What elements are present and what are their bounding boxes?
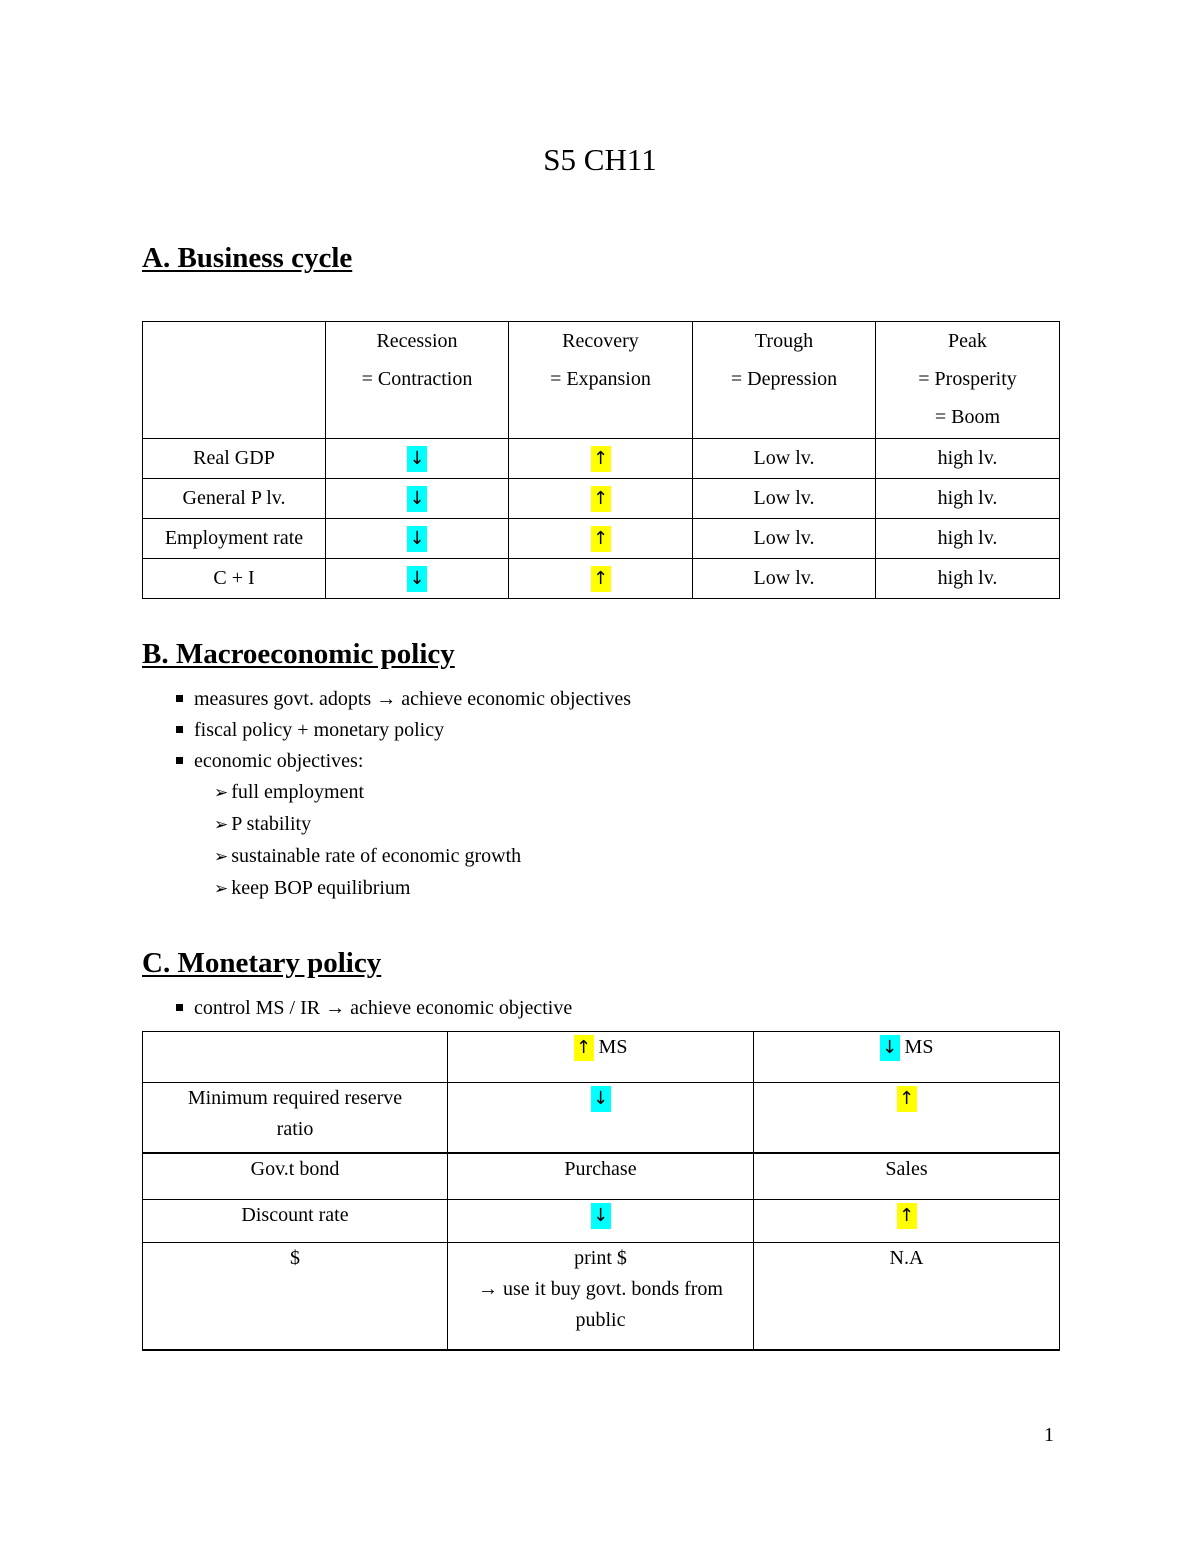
arrow-up-icon: ↑ <box>591 486 611 512</box>
list-item: economic objectives: <box>176 746 631 777</box>
table-row <box>143 1083 1060 1153</box>
increase-ms-cell: Purchase <box>448 1153 754 1200</box>
sub-list-item: ➢ sustainable rate of economic growth <box>214 845 522 867</box>
recession-cell <box>326 519 509 559</box>
increase-ms-cell <box>448 1083 754 1153</box>
page-number: 1 <box>1044 1424 1054 1446</box>
recession-cell <box>326 479 509 519</box>
arrow-down-icon: ↓ <box>407 446 427 472</box>
recovery-cell <box>509 479 693 519</box>
recovery-cell <box>509 559 693 599</box>
section-c-heading: C. Monetary policy <box>142 947 382 979</box>
header-peak: Peak = Prosperity = Boom <box>876 322 1060 439</box>
arrow-down-icon: ↓ <box>880 1035 900 1061</box>
peak-cell: high lv. <box>876 519 1060 559</box>
peak-cell: high lv. <box>876 479 1060 519</box>
row-label: C + I <box>143 559 326 599</box>
business-cycle-table <box>142 321 1060 599</box>
chevron-arrow-icon: ➢ <box>214 879 229 899</box>
recovery-cell <box>509 439 693 479</box>
recession-cell <box>326 439 509 479</box>
list-item: fiscal policy + monetary policy <box>176 715 631 746</box>
recovery-cell <box>509 519 693 559</box>
table-row <box>143 519 1060 559</box>
row-label: Real GDP <box>143 439 326 479</box>
arrow-up-icon: ↑ <box>897 1203 917 1229</box>
sub-list-item: ➢ keep BOP equilibrium <box>214 877 411 899</box>
table-row <box>143 1153 1060 1200</box>
table-row <box>143 1200 1060 1243</box>
row-label: $ <box>143 1243 448 1350</box>
header-trough: Trough = Depression <box>693 322 876 439</box>
recession-cell <box>326 559 509 599</box>
arrow-up-icon: ↑ <box>574 1035 594 1061</box>
trough-cell: Low lv. <box>693 479 876 519</box>
monetary-policy-bullets <box>176 993 572 1024</box>
chevron-arrow-icon: ➢ <box>214 783 229 803</box>
bullet-square-icon <box>176 1004 183 1011</box>
decrease-ms-cell <box>754 1083 1060 1153</box>
arrow-up-icon: ↑ <box>897 1086 917 1112</box>
macro-policy-bullets <box>176 684 631 905</box>
header-increase-ms: ↑ MS <box>448 1032 754 1083</box>
arrow-down-icon: ↓ <box>407 566 427 592</box>
arrow-down-icon: ↓ <box>591 1086 611 1112</box>
header-recession: Recession = Contraction <box>326 322 509 439</box>
table-header-row <box>143 322 1060 439</box>
arrow-down-icon: ↓ <box>407 486 427 512</box>
section-a-heading: A. Business cycle <box>142 242 353 274</box>
empty-header-cell <box>143 322 326 439</box>
header-decrease-ms: ↓ MS <box>754 1032 1060 1083</box>
row-label: Discount rate <box>143 1200 448 1243</box>
row-label: General P lv. <box>143 479 326 519</box>
peak-cell: high lv. <box>876 559 1060 599</box>
arrow-down-icon: ↓ <box>591 1203 611 1229</box>
trough-cell: Low lv. <box>693 519 876 559</box>
chevron-arrow-icon: ➢ <box>214 847 229 867</box>
decrease-ms-cell <box>754 1200 1060 1243</box>
decrease-ms-cell: N.A <box>754 1243 1060 1350</box>
peak-cell: high lv. <box>876 439 1060 479</box>
table-row <box>143 479 1060 519</box>
table-row <box>143 559 1060 599</box>
monetary-policy-table <box>142 1031 1060 1351</box>
empty-header-cell <box>143 1032 448 1083</box>
trough-cell: Low lv. <box>693 559 876 599</box>
page-title: S5 CH11 <box>543 142 657 177</box>
increase-ms-cell <box>448 1200 754 1243</box>
table-header-row <box>143 1032 1060 1083</box>
row-label: Minimum required reserve ratio <box>143 1083 448 1153</box>
increase-ms-cell: print $ → use it buy govt. bonds from public <box>448 1243 754 1350</box>
sub-list-item: ➢ full employment <box>214 781 365 803</box>
table-row <box>143 1243 1060 1350</box>
trough-cell: Low lv. <box>693 439 876 479</box>
header-recovery: Recovery = Expansion <box>509 322 693 439</box>
bullet-square-icon <box>176 726 183 733</box>
arrow-down-icon: ↓ <box>407 526 427 552</box>
bullet-square-icon <box>176 757 183 764</box>
list-item: measures govt. adopts → achieve economic objectives <box>176 684 631 715</box>
arrow-up-icon: ↑ <box>591 446 611 472</box>
arrow-up-icon: ↑ <box>591 526 611 552</box>
list-item: control MS / IR → achieve economic objective <box>176 993 572 1024</box>
chevron-arrow-icon: ➢ <box>214 815 229 835</box>
row-label: Gov.t bond <box>143 1153 448 1200</box>
arrow-up-icon: ↑ <box>591 566 611 592</box>
row-label: Employment rate <box>143 519 326 559</box>
decrease-ms-cell: Sales <box>754 1153 1060 1200</box>
table-row <box>143 439 1060 479</box>
section-b-heading: B. Macroeconomic policy <box>142 638 455 670</box>
sub-list-item: ➢ P stability <box>214 813 312 835</box>
bullet-square-icon <box>176 695 183 702</box>
